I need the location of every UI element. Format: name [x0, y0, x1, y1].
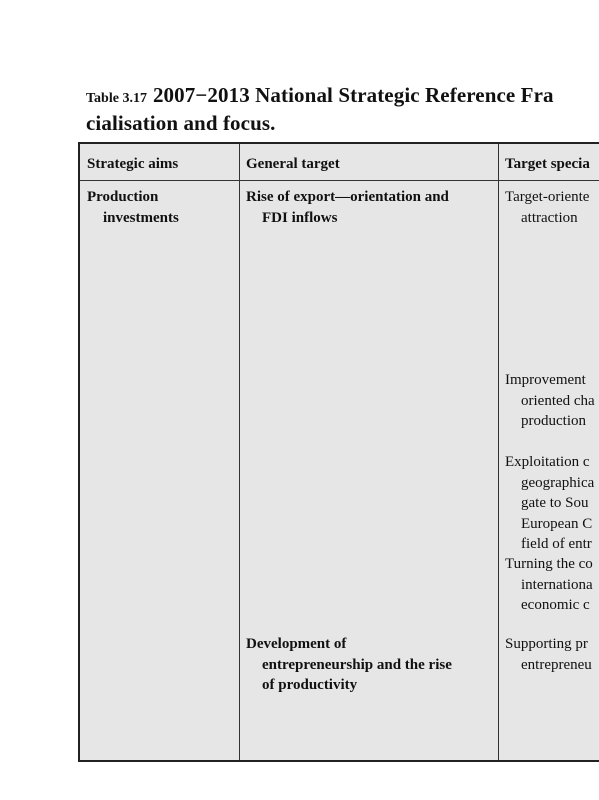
table-caption [86, 83, 599, 136]
strategic-aim-line-2: investments [103, 209, 179, 226]
spec-5-line-1: Supporting pr [505, 636, 588, 652]
strategic-aim-production-investments [87, 187, 237, 228]
general-target-1-line-2: FDI inflows [262, 209, 338, 226]
target-specialisation-4 [505, 554, 599, 616]
spec-1-line-1: Target-oriente [505, 189, 590, 205]
spec-3-line-3: gate to Sou [521, 495, 589, 511]
column-divider-1 [239, 144, 240, 760]
table-number: Table 3.17 [86, 91, 147, 106]
spec-3-line-1: Exploitation c [505, 454, 590, 470]
general-target-entrepreneurship [246, 634, 486, 696]
spec-3-line-4: European C [521, 515, 593, 532]
table-title-line-2: cialisation and focus. [86, 111, 276, 135]
spec-2-line-3: production [521, 413, 586, 429]
general-target-export-orientation [246, 187, 486, 228]
target-specialisation-1 [505, 187, 599, 228]
table-title-line-1: 2007−2013 National Strategic Reference Fra [152, 83, 554, 107]
general-target-2-line-3: of productivity [262, 677, 358, 693]
spec-4-line-1: Turning the co [505, 556, 593, 572]
header-divider [80, 180, 599, 181]
spec-3-line-5: field of entr [521, 536, 592, 552]
header-target-specialisation: Target specia [505, 156, 590, 172]
target-specialisation-2 [505, 370, 599, 432]
target-specialisation-5 [505, 634, 599, 675]
header-general-target: General target [246, 156, 340, 172]
header-strategic-aims: Strategic aims [87, 156, 179, 172]
strategy-table [78, 142, 599, 762]
spec-1-line-2: attraction [521, 209, 578, 226]
general-target-2-line-1: Development of [246, 636, 347, 652]
spec-4-line-2: internationa [521, 576, 593, 593]
caption-line-1 [86, 83, 599, 111]
general-target-1-line-1: Rise of export—orientation and [246, 189, 449, 205]
spec-5-line-2: entrepreneu [521, 656, 592, 673]
spec-4-line-3: economic c [521, 597, 590, 613]
strategic-aim-line-1: Production [87, 189, 159, 205]
spec-2-line-1: Improvement [505, 372, 586, 388]
column-divider-2 [498, 144, 499, 760]
spec-3-line-2: geographica [521, 474, 595, 491]
general-target-2-line-2: entrepreneurship and the rise [262, 656, 452, 673]
spec-2-line-2: oriented cha [521, 392, 595, 409]
target-specialisation-3 [505, 452, 599, 555]
